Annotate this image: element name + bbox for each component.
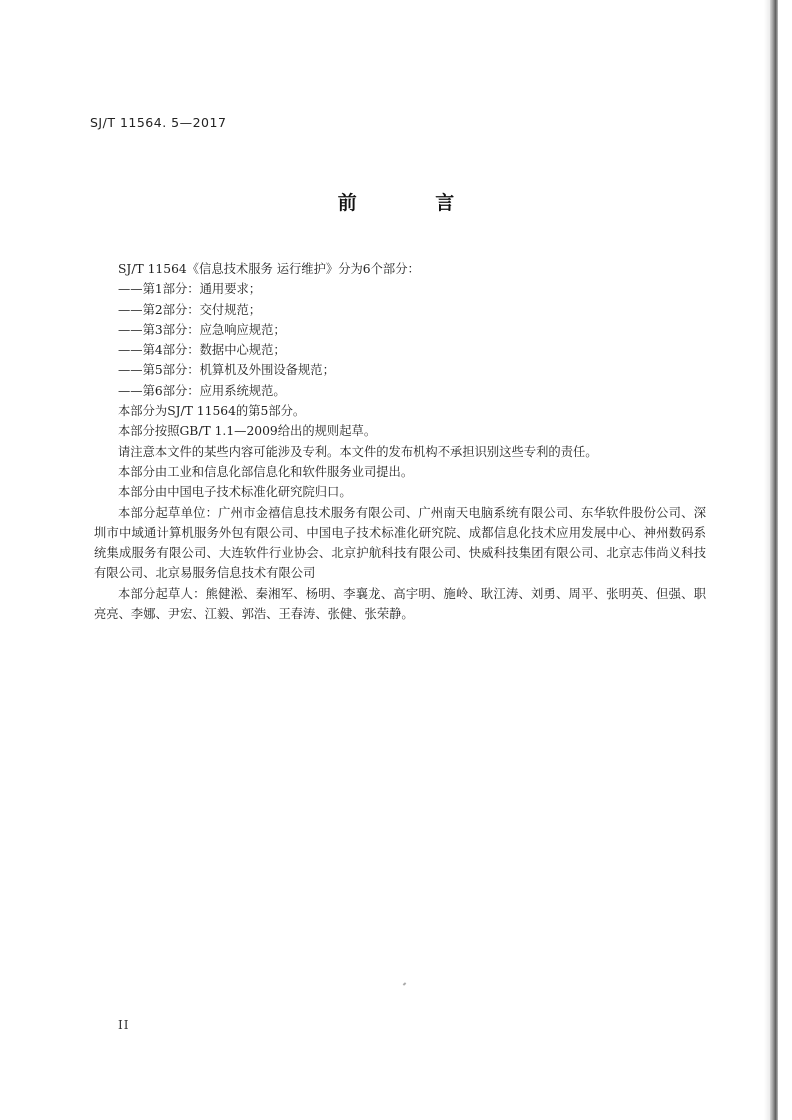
paragraph-drafting-rules: 本部分按照GB/T 1.1—2009给出的规则起草。: [118, 424, 377, 439]
document-code: SJ/T 11564. 5—2017: [90, 115, 227, 130]
part-list-item: ——第2部分：交付规范；: [118, 302, 262, 317]
paragraph-drafting-organizations: 本部分起草单位：广州市金禧信息技术服务有限公司、广州南天电脑系统有限公司、东华软件股份公司、深圳市中域通计算机服务外包有限公司、中国电子技术标准化研究院、成都信息化技术应用发展中心、神州数码系统集成服务有限公司、大连软件行业协会、北京护航科技有限公司、快威科技集团有限公司、北京志伟尚义科技有限公司、北京易服务信息技术有限公司: [94, 505, 706, 581]
intro-paragraph: SJ/T 11564《信息技术服务 运行维护》分为6个部分：: [118, 262, 420, 276]
part-list-item: ——第6部分：应用系统规范。: [118, 383, 286, 398]
paragraph-centralized-unit: 本部分由中国电子技术标准化研究院归口。: [118, 485, 352, 500]
paragraph-drafters: 本部分起草人：熊健淞、秦湘军、杨明、李襄龙、高宇明、施岭、耿江涛、刘勇、周平、张明英、但强、职亮亮、李娜、尹宏、江毅、郭浩、王春涛、张健、张荣静。: [94, 586, 706, 622]
paragraph-proposer: 本部分由工业和信息化部信息化和软件服务业司提出。: [118, 464, 414, 479]
scan-edge: [770, 0, 778, 1120]
page-title: 前 言: [337, 192, 491, 214]
part-list-item: ——第4部分：数据中心规范；: [118, 343, 286, 358]
paragraph-part-number: 本部分为SJ/T 11564的第5部分。: [118, 404, 306, 419]
foreword-body: [94, 259, 706, 624]
page-number: II: [118, 1018, 130, 1032]
part-list-item: ——第3部分：应急响应规范；: [118, 322, 286, 337]
part-list-item: ——第5部分：机算机及外围设备规范；: [118, 363, 335, 378]
part-list-item: ——第1部分：通用要求；: [118, 282, 262, 297]
scan-speck: [403, 982, 407, 985]
paragraph-patent-notice: 请注意本文件的某些内容可能涉及专利。本文件的发布机构不承担识别这些专利的责任。: [118, 444, 598, 459]
